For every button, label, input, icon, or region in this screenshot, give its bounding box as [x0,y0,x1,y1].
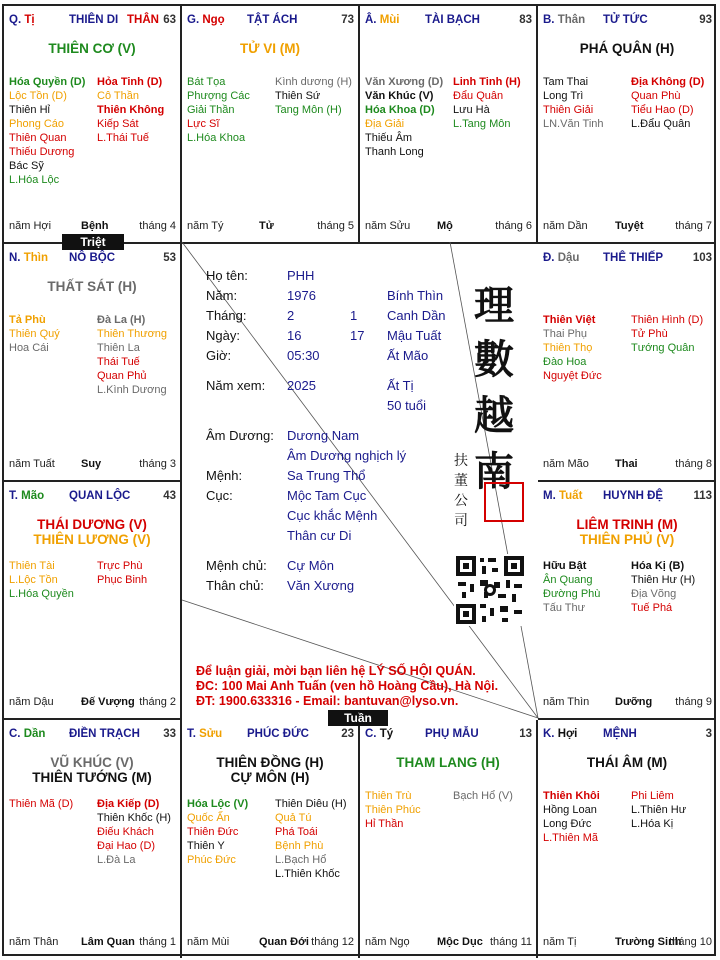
small-char-1: 扶 [454,453,468,469]
minor-star: Bệnh Phù [275,840,324,852]
day-can: Mậu Tuất [387,328,442,343]
minor-star: Hữu Bật [543,560,587,572]
than-chu-label: Thân chủ: [206,578,264,593]
palace-branch: Thìn [23,252,48,264]
main-star: CỰ MÔN (H) [230,770,310,785]
age-value: 50 tuổi [387,398,427,413]
palace-branch: Thân [557,14,586,26]
minor-star: Phong Cáo [9,118,65,130]
minor-star: Phượng Các [187,90,250,102]
calligraphy-char-2: 數 [474,336,514,383]
minor-star: Kình dương (H) [275,76,352,88]
palace-branch: Tuất [558,490,583,502]
day-label: Ngày: [206,328,240,343]
main-star: THIÊN TƯỚNG (M) [32,770,152,785]
palace-house: TÀI BẠCH [425,14,480,26]
than-marker: THÂN [127,14,159,26]
palace-stem: B. [543,14,558,26]
palace-stem: Q. [9,14,25,26]
palace-branch: Dậu [557,252,580,264]
main-star: LIÊM TRINH (M) [576,517,678,532]
main-star: THẤT SÁT (H) [47,279,137,294]
palace-number: 53 [163,252,176,264]
palace-year: năm Dần [543,220,588,232]
minor-star: L.Đẩu Quân [631,118,691,130]
main-star: THIÊN CƠ (V) [48,41,136,56]
minor-star: Lực Sĩ [187,118,220,130]
hour-label: Giờ: [206,348,232,363]
minor-star: Thiên Hư (H) [631,574,696,586]
main-star: VŨ KHÚC (V) [50,755,134,770]
minor-star: Thanh Long [365,146,424,158]
minor-star: Tam Thai [543,76,589,88]
minor-star: Thiên Khốc (H) [97,812,171,824]
minor-star: Tuế Phá [631,602,673,614]
palace-month: tháng 3 [139,458,176,470]
minor-star: Hóa Lộc (V) [187,798,249,810]
main-star: THIÊN ĐỒNG (H) [216,755,324,770]
palace-year: năm Tị [543,936,577,948]
minor-star: Thiếu Âm [365,132,413,144]
menh-chu-label: Mệnh chủ: [206,558,267,573]
palace-stem: G. [187,14,203,26]
minor-star: Đà La (H) [97,314,146,326]
minor-star: Quan Phù [631,90,681,102]
contact-block [196,664,498,709]
palace-house: NÔ BỘC [69,252,115,264]
minor-star: Lộc Tồn (D) [9,90,67,102]
minor-star: L.Hóa Lộc [9,174,60,186]
tuan-badge: Tuần [328,710,388,726]
year-label: Năm: [206,288,238,303]
palace-stem: K. [543,728,558,740]
palace-number: 113 [693,490,712,502]
palace-stage: Trường Sinh [615,936,682,948]
minor-star: Tướng Quân [631,342,695,354]
minor-star: Thiên Tài [9,560,55,572]
palace-year: năm Thìn [543,696,590,708]
minor-star: Điếu Khách [97,826,154,838]
minor-star: Quốc Ấn [187,812,230,824]
palace-stem: Đ. [543,252,558,264]
menh-label: Mệnh: [206,468,243,483]
amduong-value: Dương Nam [287,428,360,443]
minor-star: L.Thiên Hư [631,804,687,816]
palace-year: năm Thân [9,936,59,948]
small-char-2: 董 [454,473,468,489]
palace-month: tháng 4 [139,220,176,232]
minor-star: Quả Tú [275,812,312,824]
minor-star: L.Hóa Kị [631,818,674,830]
palace-branch: Mùi [379,14,400,26]
palace-number: 83 [519,14,532,26]
palace-branch: Tị [24,14,35,26]
minor-star: Thiên Trù [365,790,412,802]
small-char-3: 公 [454,493,468,509]
palace-month: tháng 5 [317,220,354,232]
palace-month: tháng 9 [675,696,712,708]
palace-stage: Đế Vượng [81,696,135,708]
palace-year: năm Mùi [187,936,230,948]
palace-year: năm Sửu [365,220,411,232]
palace-stem: T. [9,490,22,502]
palace-stage: Dưỡng [615,696,653,708]
view-year-can: Ất Tị [387,378,414,393]
palace-year: năm Tuất [9,458,55,470]
calligraphy-char-3: 越 [474,392,514,439]
minor-star: Đẩu Quân [453,90,504,102]
cuc-note: Cục khắc Mệnh [287,508,378,523]
palace-number: 63 [163,14,176,26]
name-label: Họ tên: [206,268,248,283]
minor-star: Hóa Quyền (D) [9,76,86,88]
main-star: THIÊN LƯƠNG (V) [33,532,151,547]
view-year-value: 2025 [287,378,316,393]
minor-star: Thiên Việt [543,314,596,326]
minor-star: Nguyệt Đức [543,370,602,382]
minor-star: Thiên Quan [9,132,67,144]
minor-star: Hóa Khoa (D) [365,104,435,116]
than-cu: Thân cư Di [287,528,352,543]
minor-star: Hóa Kị (B) [631,560,685,572]
minor-star: Phá Toái [275,826,318,838]
minor-star: Đại Hao (D) [97,840,156,852]
minor-star: Văn Xương (D) [365,76,444,88]
minor-star: Địa Không (D) [631,76,705,88]
minor-star: Thiên Không [97,104,165,116]
palace-branch: Dần [23,728,46,740]
palace-year: năm Hợi [9,220,52,232]
palace-number: 93 [699,14,712,26]
year-value: 1976 [287,288,316,303]
palace-number: 33 [163,728,176,740]
calligraphy-char-1: 理 [474,282,514,329]
palace-number: 43 [163,490,176,502]
palace-branch: Ngọ [202,14,225,26]
palace-branch: Hợi [557,728,578,740]
minor-star: Đường Phù [543,588,601,600]
palace-stem: N. [9,252,24,264]
minor-star: Trực Phù [97,560,143,572]
palace-number: 23 [341,728,354,740]
palace-house: THIÊN DI [69,14,119,26]
minor-star: Thiên Y [187,840,225,852]
contact-line-2: ĐC: 100 Mai Anh Tuấn (ven hồ Hoàng Cầu), Hà Nội. [196,679,499,693]
palace-stage: Suy [81,458,102,470]
minor-star: Quan Phủ [97,370,147,382]
palace-stage: Thai [615,458,638,470]
cuc-label: Cục: [206,488,233,503]
minor-star: Ân Quang [543,574,593,586]
palace-house: TẬT ÁCH [247,14,298,26]
minor-star: Thiên Giải [543,104,594,116]
minor-star: Thiên La [97,342,140,354]
palace-branch: Sửu [199,728,223,740]
hour-value: 05:30 [287,348,320,363]
palace-month: tháng 10 [669,936,712,948]
minor-star: Thiên Hình (D) [631,314,704,326]
palace-month: tháng 6 [495,220,532,232]
minor-star: Long Đức [543,818,592,830]
palace-month: tháng 12 [311,936,354,948]
palace-year: năm Ngọ [365,936,410,948]
palace-month: tháng 8 [675,458,712,470]
minor-star: Thiên Đức [187,826,239,838]
month-value: 2 [287,308,295,323]
palace-house: PHÚC ĐỨC [247,728,309,740]
day-value: 16 [287,328,302,343]
minor-star: Long Trì [543,90,584,102]
palace-stage: Quan Đới [259,936,309,948]
minor-star: Bác Sỹ [9,160,44,172]
minor-star: Giải Thần [187,104,235,116]
contact-line-1: Để luận giải, mời bạn liên hệ LÝ SỐ HỘI QUÁN. [196,664,476,678]
minor-star: Linh Tinh (H) [453,76,521,88]
palace-stage: Bệnh [81,220,109,232]
palace-number: 103 [692,252,712,264]
amduong-label: Âm Dương: [206,428,274,443]
minor-star: LN.Văn Tinh [543,118,604,130]
minor-star: L.Tang Môn [453,118,511,130]
minor-star: L.Thái Tuế [97,132,149,144]
palace-stage: Mộc Dục [437,936,483,948]
than-chu-value: Văn Xương [287,578,355,593]
triet-badge: Triệt [62,234,124,250]
name-value: PHH [287,268,315,283]
minor-star: Địa Võng [631,588,677,600]
minor-star: L.Lộc Tồn [9,574,58,586]
minor-star: Địa Giải [365,118,405,130]
palace-stem: M. [543,490,559,502]
minor-star: Thái Tuế [97,356,140,368]
palace-house: QUAN LỘC [69,490,131,502]
palace-stage: Tử [259,220,274,232]
year-can: Bính Thìn [387,288,444,303]
minor-star: Văn Khúc (V) [365,90,434,102]
palace-house: MỆNH [603,728,637,740]
minor-star: Hồng Loan [543,804,597,816]
minor-star: Phục Binh [97,574,148,586]
palace-house: TỬ TỨC [603,14,648,26]
palace-stem: T. [187,728,200,740]
main-star: THAM LANG (H) [396,755,500,770]
center-panel [184,244,538,720]
minor-star: L.Thiên Mã [543,832,599,844]
palace-stage: Lâm Quan [81,936,135,948]
small-char-4: 司 [454,513,468,529]
hour-can: Ất Mão [387,348,429,363]
minor-star: L.Kình Dương [97,384,167,396]
minor-star: Tang Môn (H) [275,104,342,116]
palace-stem: C. [9,728,24,740]
minor-star: Tả Phù [9,314,46,326]
qr-code[interactable] [454,554,526,626]
palace-month: tháng 2 [139,696,176,708]
minor-star: Bát Tọa [187,76,226,88]
minor-star: Thiên Diêu (H) [275,798,347,810]
minor-star: Đào Hoa [543,356,587,368]
palace-number: 3 [705,728,712,740]
palace-number: 13 [519,728,532,740]
minor-star: Tiểu Hao (D) [631,104,694,116]
palace-stage: Mộ [437,220,453,232]
cuc-value: Mộc Tam Cục [287,488,367,503]
day-lunar: 17 [350,328,365,343]
contact-line-3: ĐT: 1900.633316 - Email: bantuvan@lyso.vn. [196,694,459,708]
minor-star: Hoa Cái [9,342,49,354]
month-lunar: 1 [350,308,358,323]
minor-star: Thiên Quý [9,328,60,340]
main-star: PHÁ QUÂN (H) [579,41,675,56]
minor-star: Cô Thần [97,90,139,102]
minor-star: Hỉ Thần [365,818,404,830]
calligraphy-char-4: 南 [474,448,514,495]
palace-stem: C. [365,728,380,740]
month-can: Canh Dần [387,308,446,323]
minor-star: L.Thiên Khốc [275,868,340,880]
minor-star: Thai Phụ [543,328,588,340]
minor-star: Bạch Hổ (V) [453,790,513,802]
minor-star: L.Bạch Hổ [275,854,327,866]
minor-star: L.Hóa Khoa [187,132,246,144]
minor-star: L.Đà La [97,854,136,866]
palace-year: năm Dậu [9,696,54,708]
minor-star: Kiếp Sát [97,118,139,130]
red-seal [484,482,524,522]
minor-star: Phi Liêm [631,790,674,802]
month-label: Tháng: [206,308,247,323]
minor-star: Thiếu Dương [9,146,75,158]
main-star: THIÊN PHỦ (V) [579,532,675,547]
minor-star: Thiên Mã (D) [9,798,74,810]
palace-branch: Tý [379,728,394,740]
main-star: THÁI ÂM (M) [586,755,668,770]
palace-stage: Tuyệt [615,220,644,232]
minor-star: Tấu Thư [543,602,586,614]
palace-stem: Â. [365,14,380,26]
minor-star: Thiên Phúc [365,804,421,816]
amduong-note: Âm Dương nghịch lý [287,448,407,463]
horoscope-chart [2,4,716,956]
minor-star: Hỏa Tinh (D) [97,76,163,88]
palace-house: HUYNH ĐỆ [603,490,664,502]
main-star: TỬ VI (M) [240,41,300,56]
menh-chu-value: Cự Môn [287,558,334,573]
palace-number: 73 [341,14,354,26]
minor-star: Tử Phù [631,328,668,340]
main-star: THÁI DƯƠNG (V) [37,517,147,532]
minor-star: Thiên Hỉ [9,104,50,116]
minor-star: Thiên Thọ [543,342,593,354]
minor-star: Địa Kiếp (D) [97,798,160,810]
palace-house: ĐIỀN TRẠCH [69,728,140,740]
menh-value: Sa Trung Thổ [287,468,366,483]
minor-star: Thiên Khôi [543,790,600,802]
palace-house: THÊ THIẾP [603,252,664,264]
palace-month: tháng 1 [139,936,176,948]
minor-star: Lưu Hà [453,104,490,116]
minor-star: L.Hóa Quyền [9,588,74,600]
minor-star: Phúc Đức [187,854,236,866]
palace-branch: Mão [21,490,45,502]
palace-house: PHỤ MẪU [425,728,479,740]
minor-star: Thiên Thương [97,328,168,340]
view-year-label: Năm xem: [206,378,266,393]
palace-year: năm Mão [543,458,589,470]
minor-star: Thiên Sứ [275,90,321,102]
palace-month: tháng 7 [675,220,712,232]
palace-year: năm Tý [187,220,224,232]
palace-month: tháng 11 [489,936,532,948]
